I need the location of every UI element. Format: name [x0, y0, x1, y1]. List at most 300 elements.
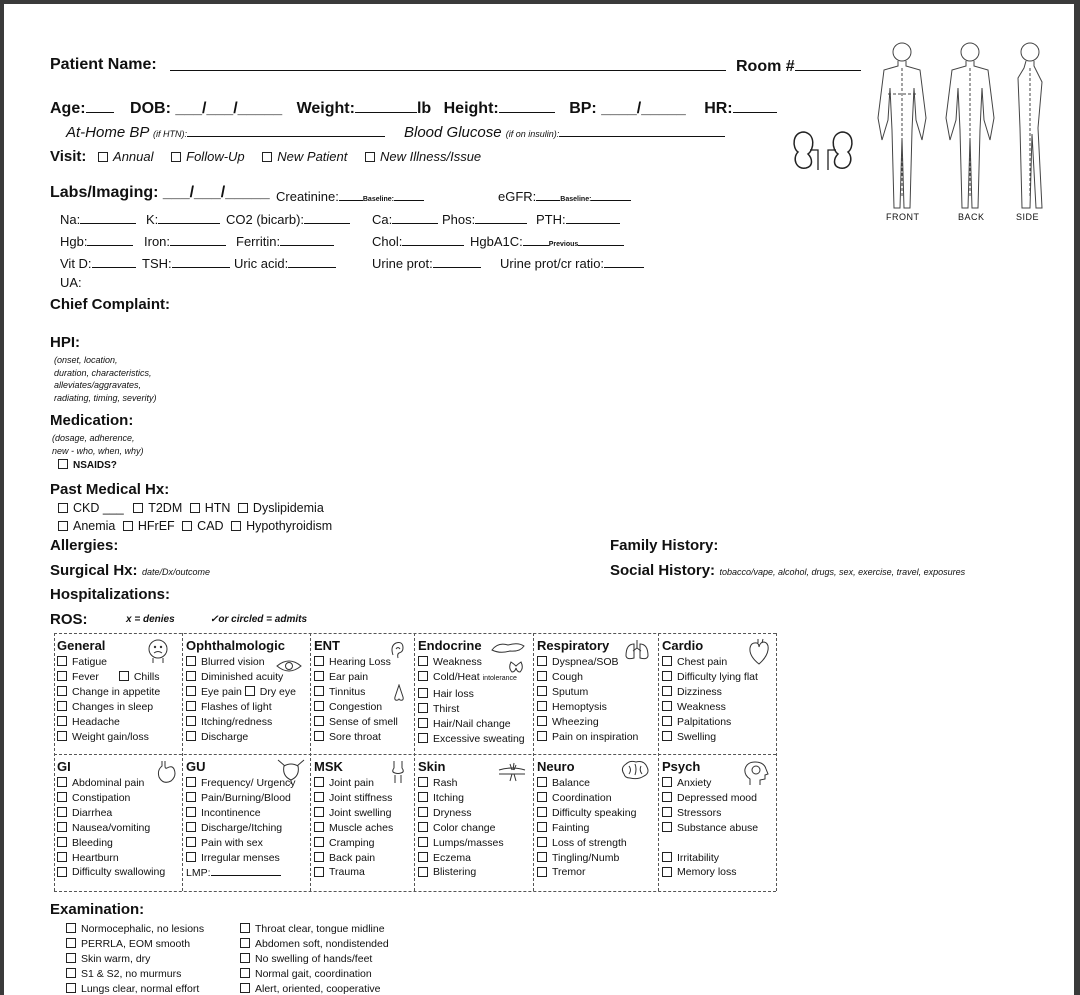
checkbox[interactable]: [190, 503, 200, 513]
ros-checkbox-item[interactable]: Tinnitus: [314, 685, 398, 700]
checkbox[interactable]: [314, 731, 324, 741]
ros-checkbox-item[interactable]: Weakness: [418, 655, 525, 670]
pmh-row2: [58, 519, 332, 533]
checkbox[interactable]: [314, 867, 324, 877]
ros-checkbox-item[interactable]: Discharge/Itching: [186, 821, 296, 836]
dob-field[interactable]: ___/___/_____: [175, 100, 283, 117]
lab-ferritin[interactable]: Ferritin:: [236, 231, 334, 249]
front-figure: [878, 43, 926, 208]
ros-label: ROS:: [50, 611, 88, 628]
exam-col2: [240, 922, 389, 995]
lab-k[interactable]: K:: [146, 209, 220, 227]
checkbox[interactable]: [245, 686, 255, 696]
checkbox[interactable]: [57, 731, 67, 741]
checkbox[interactable]: [662, 792, 672, 802]
ros-category-heading: Skin: [418, 759, 446, 774]
checkbox[interactable]: [58, 503, 68, 513]
checkbox[interactable]: [57, 716, 67, 726]
checkbox[interactable]: [123, 521, 133, 531]
ros-checkbox-item[interactable]: Cough: [537, 670, 638, 685]
form-page: [4, 4, 1074, 995]
skin-layer-icon: [498, 762, 526, 782]
ros-checkbox-item[interactable]: Pain on inspiration: [537, 730, 638, 745]
checkbox[interactable]: [314, 716, 324, 726]
medication-notes: (dosage, adherence, new - who, when, why): [52, 433, 144, 456]
ros-checkbox-item[interactable]: Lumps/masses: [418, 836, 504, 851]
bp-field[interactable]: ____/_____: [601, 100, 686, 117]
labs-title: Labs/Imaging: ___/___/_____: [50, 184, 270, 201]
ros-checkbox-item[interactable]: Hair/Nail change: [418, 717, 525, 732]
checkbox[interactable]: [57, 852, 67, 862]
checkbox[interactable]: [418, 656, 428, 666]
side-label: SIDE: [1016, 212, 1040, 222]
checkbox[interactable]: [133, 503, 143, 513]
checkbox[interactable]: [57, 807, 67, 817]
checkbox[interactable]: [314, 837, 324, 847]
checkbox[interactable]: [418, 703, 428, 713]
ros-checkbox-item[interactable]: Blistering: [418, 865, 504, 880]
side-figure: [1018, 43, 1042, 208]
ros-cardio: [662, 637, 758, 744]
visit-row: [50, 148, 481, 165]
ros-checkbox-item[interactable]: Joint stiffness: [314, 791, 393, 806]
lab-iron[interactable]: Iron:: [144, 231, 226, 249]
checkbox[interactable]: [66, 983, 76, 993]
ros-category-heading: Endocrine: [418, 638, 482, 653]
ros-checkbox-item[interactable]: Difficulty swallowing: [57, 865, 165, 880]
ros-checkbox-item[interactable]: Weakness: [662, 700, 758, 715]
ros-checkbox-item[interactable]: Hair loss: [418, 687, 525, 702]
checkbox[interactable]: [186, 837, 196, 847]
ros-checkbox-item[interactable]: Flashes of light: [186, 700, 296, 715]
pmh-row1: [58, 501, 324, 515]
surgical-label: Surgical Hx: date/Dx/outcome: [50, 562, 211, 579]
creatinine: Creatinine: Baseline:: [276, 186, 424, 204]
checkbox[interactable]: [418, 852, 428, 862]
bp-label: BP:: [569, 100, 597, 117]
ros-checkbox-item[interactable]: Cramping: [314, 836, 393, 851]
checkbox[interactable]: [537, 716, 547, 726]
checkbox[interactable]: [537, 731, 547, 741]
ros-checkbox-item[interactable]: Joint swelling: [314, 806, 393, 821]
checkbox[interactable]: [262, 152, 272, 162]
ros-category-heading: Neuro: [537, 759, 575, 774]
ros-grid-v4: [533, 633, 534, 891]
checkbox[interactable]: [186, 701, 196, 711]
checkbox[interactable]: [662, 777, 672, 787]
checkbox[interactable]: [537, 792, 547, 802]
checkbox[interactable]: [418, 807, 428, 817]
ros-checkbox-item[interactable]: Rash: [418, 776, 504, 791]
age-label: Age:: [50, 100, 86, 117]
lab-ca[interactable]: Ca:: [372, 209, 438, 227]
checkbox[interactable]: [365, 152, 375, 162]
lab-phos[interactable]: Phos:: [442, 209, 527, 227]
lab-ua[interactable]: UA:: [60, 275, 82, 290]
nsaids-checkbox[interactable]: NSAIDS?: [58, 460, 117, 471]
family-history-label: Family History:: [610, 537, 719, 554]
checkbox[interactable]: [418, 822, 428, 832]
ros-checkbox-item[interactable]: LMP:: [186, 865, 296, 881]
ros-checkbox-item[interactable]: Tingling/Numb: [537, 851, 636, 866]
bladder-icon: [276, 758, 306, 784]
visit-followup[interactable]: Follow-Up: [171, 149, 245, 164]
ros-checkbox-item[interactable]: Cold/Heat intolerance: [418, 670, 525, 687]
checkbox[interactable]: [58, 459, 68, 469]
checkbox[interactable]: [186, 686, 196, 696]
ros-checkbox-item[interactable]: Palpitations: [662, 715, 758, 730]
lab-tsh[interactable]: TSH:: [142, 253, 230, 271]
ros-checkbox-item[interactable]: Difficulty speaking: [537, 806, 636, 821]
stomach-icon: [154, 760, 178, 786]
checkbox[interactable]: [186, 671, 196, 681]
ros-checkbox-item[interactable]: Coordination: [537, 791, 636, 806]
brain-icon: [620, 760, 650, 782]
pmh-htn[interactable]: HTN: [190, 501, 231, 515]
checkbox[interactable]: [418, 671, 428, 681]
checkbox[interactable]: [186, 792, 196, 802]
ros-grid-v5: [658, 633, 659, 891]
checkbox[interactable]: [537, 777, 547, 787]
athome-bp: At-Home BP (if HTN):: [66, 122, 385, 141]
ros-checkbox-item[interactable]: Diarrhea: [57, 806, 165, 821]
checkbox[interactable]: [314, 822, 324, 832]
patient-name-field[interactable]: [170, 70, 726, 71]
body-figures-icon: [866, 38, 1066, 214]
ros-checkbox-item[interactable]: Incontinence: [186, 806, 296, 821]
patient-name-label: Patient Name:: [50, 56, 157, 73]
ros-grid-middle: [54, 754, 776, 755]
ros-grid-v6: [776, 633, 777, 891]
checkbox[interactable]: [314, 671, 324, 681]
pmh-anemia[interactable]: Anemia: [58, 519, 115, 533]
checkbox[interactable]: [662, 807, 672, 817]
checkbox[interactable]: [57, 792, 67, 802]
checkbox[interactable]: [57, 822, 67, 832]
checkbox[interactable]: [418, 688, 428, 698]
dob-label: DOB:: [130, 100, 171, 117]
checkbox[interactable]: [537, 852, 547, 862]
pmh-ckd[interactable]: CKD ___: [58, 501, 124, 515]
ros-checkbox-item[interactable]: Muscle aches: [314, 821, 393, 836]
nose-icon: [392, 684, 406, 702]
ros-checkbox-item[interactable]: Stressors: [662, 806, 758, 821]
checkbox[interactable]: [186, 822, 196, 832]
ros-grid-v2: [310, 633, 311, 891]
checkbox[interactable]: [537, 807, 547, 817]
checkbox[interactable]: [57, 701, 67, 711]
checkbox[interactable]: [186, 777, 196, 787]
lab-hgb[interactable]: Hgb:: [60, 231, 133, 249]
ros-checkbox-item[interactable]: Diminished acuity: [186, 670, 296, 685]
ear-icon: [388, 640, 406, 660]
lab-co2[interactable]: CO2 (bicarb):: [226, 209, 350, 227]
checkbox[interactable]: [240, 953, 250, 963]
checkbox[interactable]: [240, 938, 250, 948]
ros-checkbox-item[interactable]: Itching: [418, 791, 504, 806]
checkbox[interactable]: [662, 701, 672, 711]
ros-checkbox-item[interactable]: Headache: [57, 715, 160, 730]
ros-checkbox-item[interactable]: Fatigue: [57, 655, 160, 670]
ros-category-heading: GU: [186, 759, 206, 774]
ros-checkbox-item[interactable]: Change in appetite: [57, 685, 160, 700]
checkbox[interactable]: [662, 716, 672, 726]
general-head-icon: [146, 638, 170, 664]
checkbox[interactable]: [240, 983, 250, 993]
pmh-t2dm[interactable]: T2DM: [133, 501, 182, 515]
visit-new-patient[interactable]: New Patient: [262, 149, 347, 164]
checkbox[interactable]: [418, 792, 428, 802]
checkbox[interactable]: [314, 701, 324, 711]
lab-na[interactable]: Na:: [60, 209, 136, 227]
checkbox[interactable]: [662, 671, 672, 681]
social-history-label: Social History: tobacco/vape, alcohol, drugs, sex, exercise, travel, exposures: [610, 562, 966, 579]
lab-hgba1c[interactable]: HgbA1C: Previous: [470, 231, 624, 249]
checkbox[interactable]: [418, 733, 428, 743]
ros-grid-v1: [182, 633, 183, 891]
ros-checkbox-item[interactable]: Difficulty lying flat: [662, 670, 758, 685]
ros-checkbox-item[interactable]: Changes in sleep: [57, 700, 160, 715]
vitals-row: [50, 98, 777, 118]
pmh-label: Past Medical Hx:: [50, 481, 170, 498]
ros-checkbox-item[interactable]: Trauma: [314, 865, 393, 880]
lab-chol[interactable]: Chol:: [372, 231, 464, 249]
ros-category-heading: General: [57, 638, 106, 653]
ros-checkbox-item[interactable]: Substance abuse: [662, 821, 758, 836]
checkbox[interactable]: [418, 837, 428, 847]
ros-checkbox-item[interactable]: Sputum: [537, 685, 638, 700]
checkbox[interactable]: [314, 852, 324, 862]
ros-checkbox-item[interactable]: Tremor: [537, 865, 636, 880]
checkbox[interactable]: [57, 777, 67, 787]
checkbox[interactable]: [57, 656, 67, 666]
checkbox[interactable]: [240, 968, 250, 978]
checkbox[interactable]: [314, 656, 324, 666]
ros-checkbox-item[interactable]: Fever Chills: [57, 670, 160, 685]
exam-col1: [66, 922, 204, 995]
checkbox[interactable]: [662, 686, 672, 696]
ros-checkbox-item[interactable]: Hemoptysis: [537, 700, 638, 715]
checkbox[interactable]: [57, 671, 67, 681]
ros-checkbox-item[interactable]: Joint pain: [314, 776, 393, 791]
heart-icon: [748, 638, 770, 666]
checkbox[interactable]: [314, 792, 324, 802]
exam-item[interactable]: Skin warm, dry: [66, 952, 204, 967]
ros-admits-legend: ✓or circled = admits: [210, 614, 308, 625]
checkbox[interactable]: [537, 822, 547, 832]
ros-checkbox-item[interactable]: Loss of strength: [537, 836, 636, 851]
ros-msk: [314, 758, 393, 880]
checkbox[interactable]: [662, 852, 672, 862]
ros-checkbox-item[interactable]: Depressed mood: [662, 791, 758, 806]
back-label: BACK: [958, 212, 985, 222]
labs-date[interactable]: ___/___/_____: [162, 184, 270, 201]
hpi-label: HPI:: [50, 334, 80, 351]
medication-label: Medication:: [50, 412, 134, 429]
exam-item[interactable]: Lungs clear, normal effort: [66, 982, 204, 995]
ros-category-heading: Ophthalmologic: [186, 638, 285, 653]
ros-checkbox-item[interactable]: Chest pain: [662, 655, 758, 670]
ros-checkbox-item[interactable]: Dizziness: [662, 685, 758, 700]
ros-grid-bottom: [54, 891, 776, 892]
lab-vitd[interactable]: Vit D:: [60, 253, 136, 271]
ros-ent: [314, 637, 398, 744]
exam-item[interactable]: Throat clear, tongue midline: [240, 922, 389, 937]
lab-urine-prot[interactable]: Urine prot:: [372, 253, 481, 271]
checkbox[interactable]: [537, 701, 547, 711]
ros-checkbox-item: [662, 836, 758, 851]
joint-icon: [388, 760, 408, 784]
checkbox[interactable]: [537, 686, 547, 696]
checkbox[interactable]: [418, 718, 428, 728]
ros-category-heading: Psych: [662, 759, 701, 774]
pmh-hfref[interactable]: HFrEF: [123, 519, 175, 533]
ros-checkbox-item[interactable]: Memory loss: [662, 865, 758, 880]
ros-checkbox-item[interactable]: Pain with sex: [186, 836, 296, 851]
pmh-dyslipidemia[interactable]: Dyslipidemia: [238, 501, 324, 515]
ros-category-heading: GI: [57, 759, 71, 774]
ros-checkbox-item[interactable]: Nausea/vomiting: [57, 821, 165, 836]
ros-checkbox-item[interactable]: Abdominal pain: [57, 776, 165, 791]
lab-urine-ratio[interactable]: Urine prot/cr ratio:: [500, 253, 644, 271]
checkbox[interactable]: [182, 521, 192, 531]
ros-checkbox-item[interactable]: Color change: [418, 821, 504, 836]
ros-grid-v3: [414, 633, 415, 891]
kidney-icon: [790, 128, 856, 172]
exam-item[interactable]: Normocephalic, no lesions: [66, 922, 204, 937]
ros-checkbox-item[interactable]: Ear pain: [314, 670, 398, 685]
checkbox[interactable]: [662, 731, 672, 741]
ros-skin: [418, 758, 504, 880]
ros-category-heading: Respiratory: [537, 638, 610, 653]
checkbox[interactable]: [537, 671, 547, 681]
lab-pth[interactable]: PTH:: [536, 209, 620, 227]
lungs-icon: [624, 638, 650, 662]
checkbox[interactable]: [314, 686, 324, 696]
ros-checkbox-item[interactable]: Weight gain/loss: [57, 730, 160, 745]
ros-category-heading: MSK: [314, 759, 343, 774]
exam-item[interactable]: Alert, oriented, cooperative: [240, 982, 389, 995]
ros-checkbox-item[interactable]: Eczema: [418, 851, 504, 866]
hpi-notes: (onset, location, duration, characteristics, alleviates/aggravates, radiating, timing, severity): [54, 355, 157, 403]
ros-checkbox-item[interactable]: Constipation: [57, 791, 165, 806]
ros-checkbox-item[interactable]: Heartburn: [57, 851, 165, 866]
checkbox[interactable]: [240, 923, 250, 933]
ros-checkbox-item[interactable]: Congestion: [314, 700, 398, 715]
checkbox[interactable]: [66, 938, 76, 948]
checkbox[interactable]: [66, 968, 76, 978]
pmh-cad[interactable]: CAD: [182, 519, 223, 533]
ros-checkbox-item[interactable]: Excessive sweating: [418, 732, 525, 747]
ros-checkbox-item[interactable]: Hearing Loss: [314, 655, 398, 670]
checkbox[interactable]: [66, 923, 76, 933]
ros-checkbox-item[interactable]: Dyspnea/SOB: [537, 655, 638, 670]
visit-label: Visit:: [50, 148, 87, 165]
ros-checkbox-item[interactable]: Dryness: [418, 806, 504, 821]
checkbox[interactable]: [171, 152, 181, 162]
checkbox[interactable]: [537, 656, 547, 666]
ros-checkbox-item[interactable]: Swelling: [662, 730, 758, 745]
checkbox[interactable]: [662, 656, 672, 666]
hr-label: HR:: [704, 100, 733, 117]
ros-gi: [57, 758, 165, 880]
exam-item[interactable]: Abdomen soft, nondistended: [240, 937, 389, 952]
checkbox[interactable]: [418, 867, 428, 877]
room-label: Room #: [736, 56, 861, 76]
lab-uric-acid[interactable]: Uric acid:: [234, 253, 336, 271]
checkbox[interactable]: [186, 807, 196, 817]
ros-checkbox-item[interactable]: Irritability: [662, 851, 758, 866]
weight-unit: lb: [416, 100, 432, 117]
allergies-label: Allergies:: [50, 537, 119, 554]
exam-item[interactable]: Normal gait, coordination: [240, 967, 389, 982]
eye-icon: [276, 659, 302, 673]
checkbox[interactable]: [418, 777, 428, 787]
egfr: eGFR: Baseline:: [498, 186, 631, 204]
checkbox[interactable]: [57, 867, 67, 877]
checkbox[interactable]: [231, 521, 241, 531]
ros-checkbox-item[interactable]: Frequency/ Urgency: [186, 776, 296, 791]
ros-checkbox-item[interactable]: Blurred vision: [186, 655, 296, 670]
checkbox[interactable]: [58, 521, 68, 531]
checkbox[interactable]: [662, 867, 672, 877]
height-label: Height:: [443, 100, 499, 117]
pmh-hypothyroidism[interactable]: Hypothyroidism: [231, 519, 332, 533]
thyroid-icon: [508, 660, 524, 674]
ros-checkbox-item[interactable]: Sense of smell: [314, 715, 398, 730]
checkbox[interactable]: [314, 807, 324, 817]
checkbox[interactable]: [186, 656, 196, 666]
checkbox[interactable]: [98, 152, 108, 162]
ros-checkbox-item[interactable]: Balance: [537, 776, 636, 791]
psych-head-icon: [742, 760, 770, 786]
exam-item[interactable]: No swelling of hands/feet: [240, 952, 389, 967]
ros-checkbox-item[interactable]: Irregular menses: [186, 851, 296, 866]
ros-checkbox-item[interactable]: Fainting: [537, 821, 636, 836]
checkbox[interactable]: [57, 686, 67, 696]
checkbox[interactable]: [57, 837, 67, 847]
ros-checkbox-item[interactable]: Pain/Burning/Blood: [186, 791, 296, 806]
checkbox[interactable]: [186, 716, 196, 726]
ros-checkbox-item[interactable]: Wheezing: [537, 715, 638, 730]
checkbox[interactable]: [314, 777, 324, 787]
ros-checkbox-item[interactable]: Itching/redness: [186, 715, 296, 730]
checkbox[interactable]: [66, 953, 76, 963]
exam-item[interactable]: PERRLA, EOM smooth: [66, 937, 204, 952]
visit-annual[interactable]: Annual: [98, 149, 153, 164]
ros-checkbox-item[interactable]: Eye pain Dry eye: [186, 685, 296, 700]
ros-checkbox-item[interactable]: Back pain: [314, 851, 393, 866]
checkbox[interactable]: [662, 822, 672, 832]
checkbox[interactable]: [119, 671, 129, 681]
checkbox[interactable]: [537, 837, 547, 847]
checkbox[interactable]: [537, 867, 547, 877]
ros-denies-legend: x = denies: [126, 614, 175, 625]
checkbox[interactable]: [186, 852, 196, 862]
ros-checkbox-item[interactable]: Thirst: [418, 702, 525, 717]
checkbox[interactable]: [238, 503, 248, 513]
visit-new-illness[interactable]: New Illness/Issue: [365, 149, 481, 164]
ros-checkbox-item[interactable]: Bleeding: [57, 836, 165, 851]
ros-checkbox-item[interactable]: Sore throat: [314, 730, 398, 745]
hospitalizations-label: Hospitalizations:: [50, 586, 171, 603]
ros-grid-top: [54, 633, 776, 634]
ros-checkbox-item[interactable]: Anxiety: [662, 776, 758, 791]
exam-item[interactable]: S1 & S2, no murmurs: [66, 967, 204, 982]
checkbox[interactable]: [186, 731, 196, 741]
ros-grid-v0: [54, 633, 55, 891]
ros-checkbox-item[interactable]: Discharge: [186, 730, 296, 745]
